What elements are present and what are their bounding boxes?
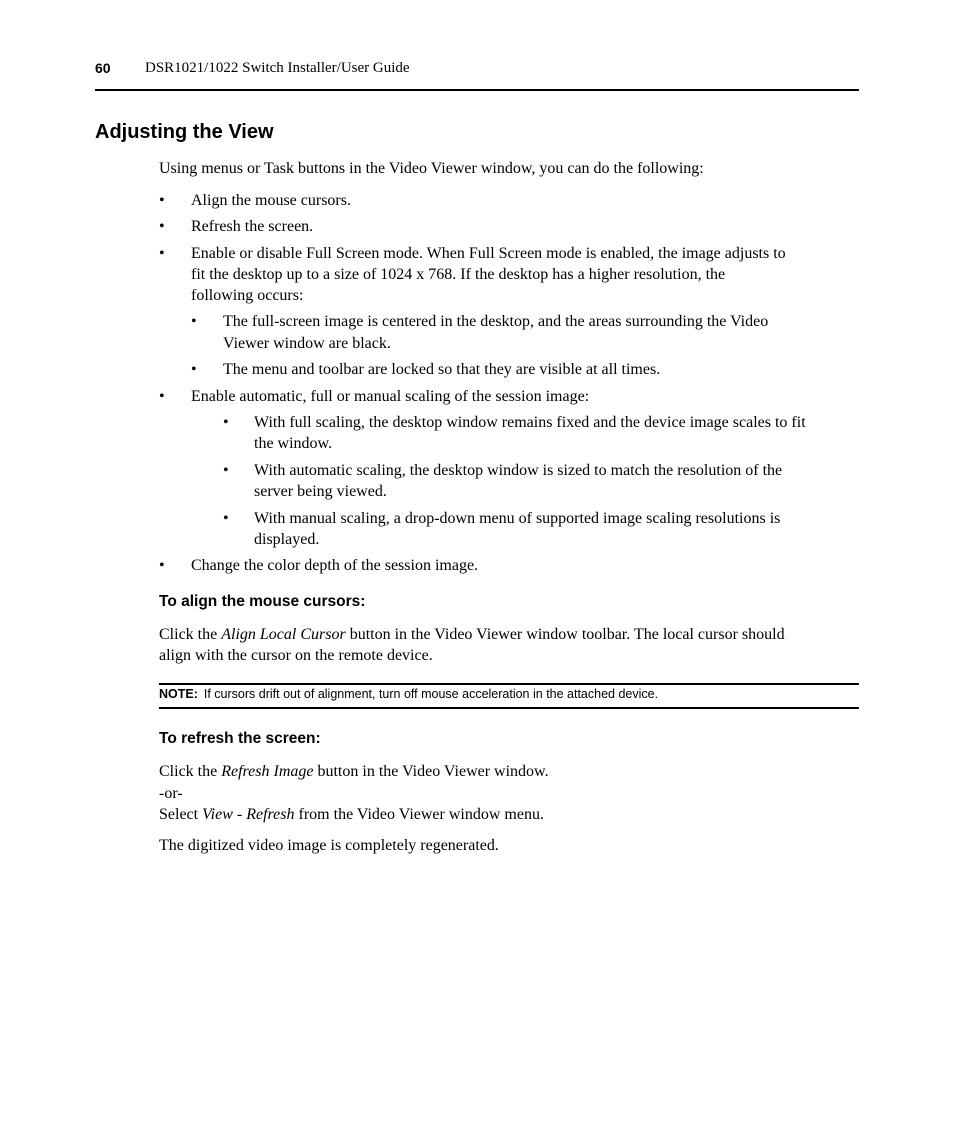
list-item-text: Enable automatic, full or manual scaling of the session image: bbox=[191, 388, 590, 405]
select-text-pre: Select bbox=[159, 806, 203, 823]
list-item-text: Refresh the screen. bbox=[191, 218, 314, 235]
align-local-cursor-term: Align Local Cursor bbox=[221, 626, 346, 643]
refresh-screen-heading: To refresh the screen: bbox=[159, 730, 321, 747]
note-label: NOTE: bbox=[159, 687, 198, 701]
align-instruction-line2: align with the cursor on the remote device. bbox=[159, 647, 433, 664]
view-refresh-term: View - Refresh bbox=[202, 806, 295, 823]
bullet-marker: • bbox=[159, 388, 165, 405]
bullet-marker: • bbox=[159, 218, 165, 235]
header-divider bbox=[95, 89, 859, 91]
sub-list-item-text-line: Viewer window are black. bbox=[223, 335, 391, 352]
align-cursors-heading: To align the mouse cursors: bbox=[159, 593, 366, 610]
refresh-text-pre: Click the bbox=[159, 763, 222, 780]
bullet-marker: • bbox=[191, 313, 197, 330]
section-heading: Adjusting the View bbox=[95, 121, 274, 143]
or-separator: -or- bbox=[159, 785, 183, 802]
align-instruction bbox=[159, 624, 785, 645]
refresh-image-term: Refresh Image bbox=[221, 763, 314, 780]
running-title: DSR1021/1022 Switch Installer/User Guide bbox=[145, 60, 410, 76]
sub-list-item-text-line: server being viewed. bbox=[254, 483, 387, 500]
sub-list-item-text-line: displayed. bbox=[254, 531, 320, 548]
page-number: 60 bbox=[95, 60, 111, 76]
refresh-menu-instruction bbox=[159, 804, 544, 825]
list-item-text-line: following occurs: bbox=[191, 287, 304, 304]
align-text-post: button in the Video Viewer window toolbar. The local cursor should bbox=[345, 626, 785, 643]
bullet-marker: • bbox=[159, 245, 165, 262]
note-box bbox=[159, 687, 658, 701]
align-text-pre: Click the bbox=[159, 626, 222, 643]
intro-paragraph: Using menus or Task buttons in the Video Viewer window, you can do the following: bbox=[159, 160, 704, 177]
bullet-marker: • bbox=[159, 557, 165, 574]
refresh-result: The digitized video image is completely regenerated. bbox=[159, 837, 499, 854]
bullet-marker: • bbox=[223, 414, 229, 431]
list-item-text-line: fit the desktop up to a size of 1024 x 768. If the desktop has a higher resolution, the bbox=[191, 266, 726, 283]
bullet-marker: • bbox=[191, 361, 197, 378]
list-item-text: Align the mouse cursors. bbox=[191, 192, 351, 209]
bullet-marker: • bbox=[223, 462, 229, 479]
list-item-text-line: Enable or disable Full Screen mode. When Full Screen mode is enabled, the image adjusts to bbox=[191, 245, 786, 262]
sub-list-item-text-line: the window. bbox=[254, 435, 333, 452]
list-item-text: Change the color depth of the session image. bbox=[191, 557, 479, 574]
sub-list-item-text-line: With manual scaling, a drop-down menu of supported image scaling resolutions is bbox=[254, 510, 781, 527]
note-text: If cursors drift out of alignment, turn off mouse acceleration in the attached device. bbox=[203, 687, 659, 701]
note-top-rule bbox=[159, 683, 859, 685]
note-bottom-rule bbox=[159, 707, 859, 709]
bullet-marker: • bbox=[223, 510, 229, 527]
sub-list-item-text-line: The menu and toolbar are locked so that they are visible at all times. bbox=[223, 361, 661, 378]
sub-list-item-text-line: The full-screen image is centered in the desktop, and the areas surrounding the Video bbox=[223, 313, 769, 330]
refresh-instruction bbox=[159, 761, 549, 782]
refresh-text-post: button in the Video Viewer window. bbox=[313, 763, 549, 780]
bullet-marker: • bbox=[159, 192, 165, 209]
select-text-post: from the Video Viewer window menu. bbox=[294, 806, 544, 823]
sub-list-item-text-line: With full scaling, the desktop window remains fixed and the device image scales to fit bbox=[254, 414, 806, 431]
sub-list-item-text-line: With automatic scaling, the desktop window is sized to match the resolution of the bbox=[254, 462, 783, 479]
